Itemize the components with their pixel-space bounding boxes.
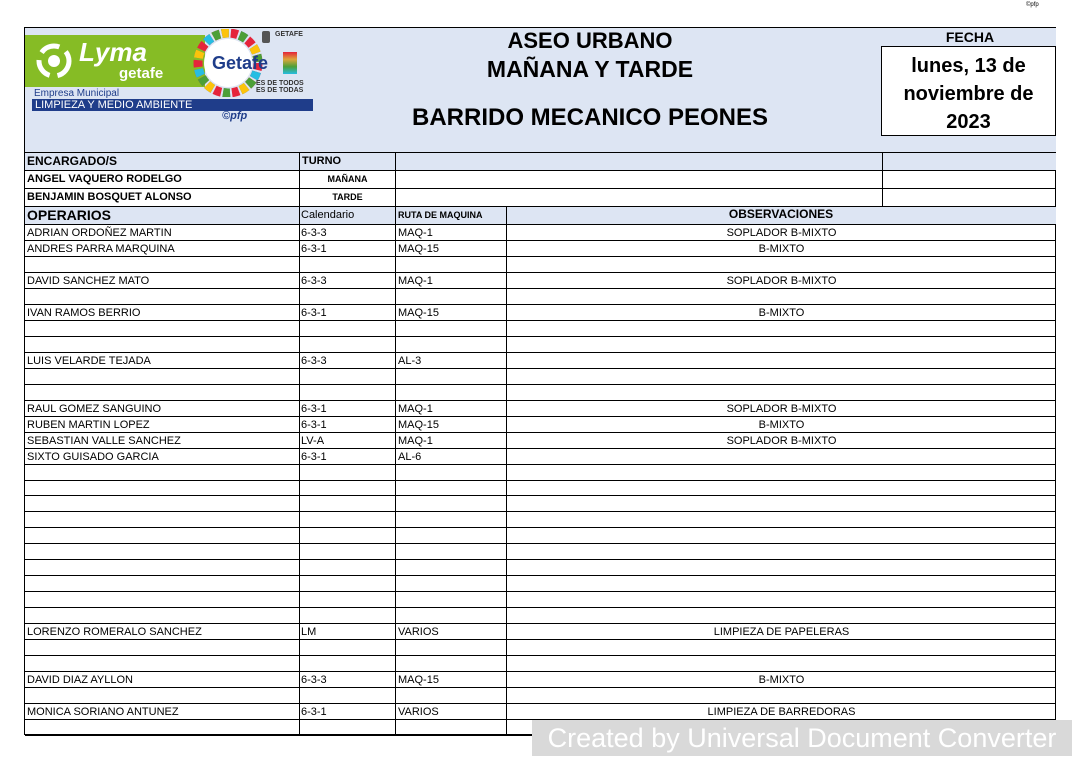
operario-ruta: MAQ-15 bbox=[398, 674, 439, 686]
operario-ruta: MAQ-1 bbox=[398, 275, 433, 287]
lyma-brand-sub: getafe bbox=[119, 65, 164, 82]
operario-observacion: B-MIXTO bbox=[758, 674, 805, 686]
grid-line bbox=[25, 352, 1056, 353]
operario-name: SIXTO GUISADO GARCIA bbox=[27, 451, 159, 463]
operario-observacion: LIMPIEZA DE BARREDORAS bbox=[707, 706, 856, 718]
operario-calendario: LM bbox=[301, 626, 317, 638]
encargados-header-row bbox=[25, 152, 1056, 170]
grid-line bbox=[25, 400, 1056, 401]
operario-name: MONICA SORIANO ANTUNEZ bbox=[27, 706, 179, 718]
grid-line bbox=[25, 527, 1056, 528]
operario-calendario: 6-3-3 bbox=[301, 275, 327, 287]
operario-observacion: B-MIXTO bbox=[758, 419, 805, 431]
grid-line bbox=[25, 543, 1056, 544]
operario-name: RUBEN MARTIN LOPEZ bbox=[27, 419, 150, 431]
operario-calendario: LV-A bbox=[301, 435, 325, 447]
operarios-header: OPERARIOS bbox=[27, 207, 112, 223]
operario-ruta: MAQ-1 bbox=[398, 403, 433, 415]
lyma-brand: Lyma bbox=[79, 37, 147, 67]
operario-ruta: AL-3 bbox=[398, 355, 422, 367]
city-slogan-2: ES DE TODAS bbox=[256, 87, 304, 94]
grid-line bbox=[25, 152, 1056, 153]
operario-calendario: 6-3-3 bbox=[301, 674, 327, 686]
grid-line bbox=[25, 170, 1056, 171]
grid-line bbox=[25, 336, 1056, 337]
fecha-box bbox=[881, 46, 1056, 136]
logo-copyright: ©pfp bbox=[222, 110, 248, 122]
grid-line bbox=[25, 703, 1056, 704]
operario-name: ADRIAN ORDOÑEZ MARTIN bbox=[27, 227, 172, 239]
fecha-line-2: noviembre de bbox=[903, 83, 1034, 105]
tagline-text: LIMPIEZA Y MEDIO AMBIENTE bbox=[35, 99, 193, 111]
company-label: Empresa Municipal bbox=[34, 88, 120, 99]
grid-line bbox=[25, 188, 1056, 189]
grid-line bbox=[25, 240, 1056, 241]
operario-ruta: MAQ-15 bbox=[398, 307, 439, 319]
grid-line bbox=[25, 495, 1056, 496]
operario-ruta: VARIOS bbox=[398, 706, 439, 718]
sdg-colored-square-icon bbox=[283, 52, 297, 74]
grid-line bbox=[25, 304, 1056, 305]
grid-line bbox=[25, 384, 1056, 385]
encargados-header: ENCARGADO/S bbox=[27, 154, 118, 168]
operario-observacion: SOPLADOR B-MIXTO bbox=[726, 435, 837, 447]
title-line-3: BARRIDO MECANICO PEONES bbox=[411, 104, 769, 131]
grid-line bbox=[25, 559, 1056, 560]
operario-ruta: MAQ-1 bbox=[398, 227, 433, 239]
grid-line bbox=[25, 416, 1056, 417]
operario-calendario: 6-3-1 bbox=[301, 403, 327, 415]
corner-mark: ©pfp bbox=[1026, 2, 1039, 8]
watermark: Created by Universal Document Converter bbox=[532, 720, 1072, 756]
operario-name: LORENZO ROMERALO SANCHEZ bbox=[27, 626, 202, 638]
grid-line bbox=[25, 272, 1056, 273]
operario-name: IVAN RAMOS BERRIO bbox=[27, 307, 141, 319]
grid-line bbox=[25, 368, 1056, 369]
grid-line bbox=[25, 480, 1056, 481]
grid-line bbox=[25, 623, 1056, 624]
fecha-line-3: 2023 bbox=[946, 111, 991, 133]
turno-header: TURNO bbox=[302, 155, 342, 167]
operario-name: DAVID SANCHEZ MATO bbox=[27, 275, 150, 287]
title-line-1: ASEO URBANO bbox=[507, 28, 673, 53]
getafe-small-label: GETAFE bbox=[275, 31, 303, 38]
tagline-bar bbox=[32, 99, 313, 111]
operario-calendario: 6-3-1 bbox=[301, 243, 327, 255]
operario-name: RAUL GOMEZ SANGUINO bbox=[27, 403, 162, 415]
operario-observacion: B-MIXTO bbox=[758, 307, 805, 319]
operario-ruta: MAQ-1 bbox=[398, 435, 433, 447]
operario-ruta: MAQ-15 bbox=[398, 243, 439, 255]
operario-ruta: VARIOS bbox=[398, 626, 439, 638]
ruta-header: RUTA DE MAQUINA bbox=[398, 210, 483, 220]
operario-observacion: B-MIXTO bbox=[758, 243, 805, 255]
fecha-label: FECHA bbox=[945, 29, 995, 45]
operario-calendario: 6-3-1 bbox=[301, 419, 327, 431]
getafe-logo bbox=[190, 29, 269, 97]
grid-line bbox=[25, 591, 1056, 592]
swirl-icon bbox=[33, 41, 75, 81]
getafe-crest-icon bbox=[262, 31, 270, 43]
operario-observacion: LIMPIEZA DE PAPELERAS bbox=[713, 626, 850, 638]
operario-name: DAVID DIAZ AYLLON bbox=[27, 674, 133, 686]
grid-line bbox=[25, 464, 1056, 465]
grid-line bbox=[25, 511, 1056, 512]
operario-name: ANDRES PARRA MARQUINA bbox=[27, 243, 175, 255]
operario-calendario: 6-3-1 bbox=[301, 307, 327, 319]
encargado-turno: TARDE bbox=[332, 192, 363, 202]
grid-line bbox=[25, 448, 1056, 449]
grid-line bbox=[25, 432, 1056, 433]
fecha-line-1: lunes, 13 de bbox=[911, 55, 1026, 77]
grid-line bbox=[25, 320, 1056, 321]
lyma-logo bbox=[25, 35, 205, 87]
operario-ruta: MAQ-15 bbox=[398, 419, 439, 431]
operario-observacion: SOPLADOR B-MIXTO bbox=[726, 403, 837, 415]
getafe-word: Getafe bbox=[212, 53, 269, 73]
grid-line bbox=[25, 671, 1056, 672]
operario-observacion: SOPLADOR B-MIXTO bbox=[726, 275, 837, 287]
operario-calendario: 6-3-1 bbox=[301, 451, 327, 463]
encargado-name: BENJAMIN BOSQUET ALONSO bbox=[27, 191, 192, 203]
grid-line bbox=[25, 206, 1056, 207]
title-line-2: MAÑANA Y TARDE bbox=[486, 56, 694, 82]
grid-line bbox=[25, 256, 1056, 257]
encargado-name: ANGEL VAQUERO RODELGO bbox=[27, 173, 182, 185]
operario-ruta: AL-6 bbox=[398, 451, 422, 463]
operario-calendario: 6-3-1 bbox=[301, 706, 327, 718]
grid-line bbox=[25, 655, 1056, 656]
grid-line bbox=[25, 288, 1056, 289]
operario-calendario: 6-3-3 bbox=[301, 355, 327, 367]
grid-line bbox=[25, 639, 1056, 640]
operario-name: SEBASTIAN VALLE SANCHEZ bbox=[27, 435, 181, 447]
grid-line bbox=[25, 687, 1056, 688]
grid-line bbox=[25, 224, 1056, 225]
grid-line bbox=[25, 575, 1056, 576]
grid-line bbox=[25, 607, 1056, 608]
operario-calendario: 6-3-3 bbox=[301, 227, 327, 239]
city-slogan-1: ES DE TODOS bbox=[256, 80, 304, 87]
observaciones-header: OBSERVACIONES bbox=[728, 207, 834, 221]
operario-name: LUIS VELARDE TEJADA bbox=[27, 355, 151, 367]
operario-observacion: SOPLADOR B-MIXTO bbox=[726, 227, 837, 239]
calendario-header: Calendario bbox=[301, 209, 355, 221]
encargado-turno: MAÑANA bbox=[327, 174, 368, 184]
grid-line bbox=[882, 152, 883, 206]
